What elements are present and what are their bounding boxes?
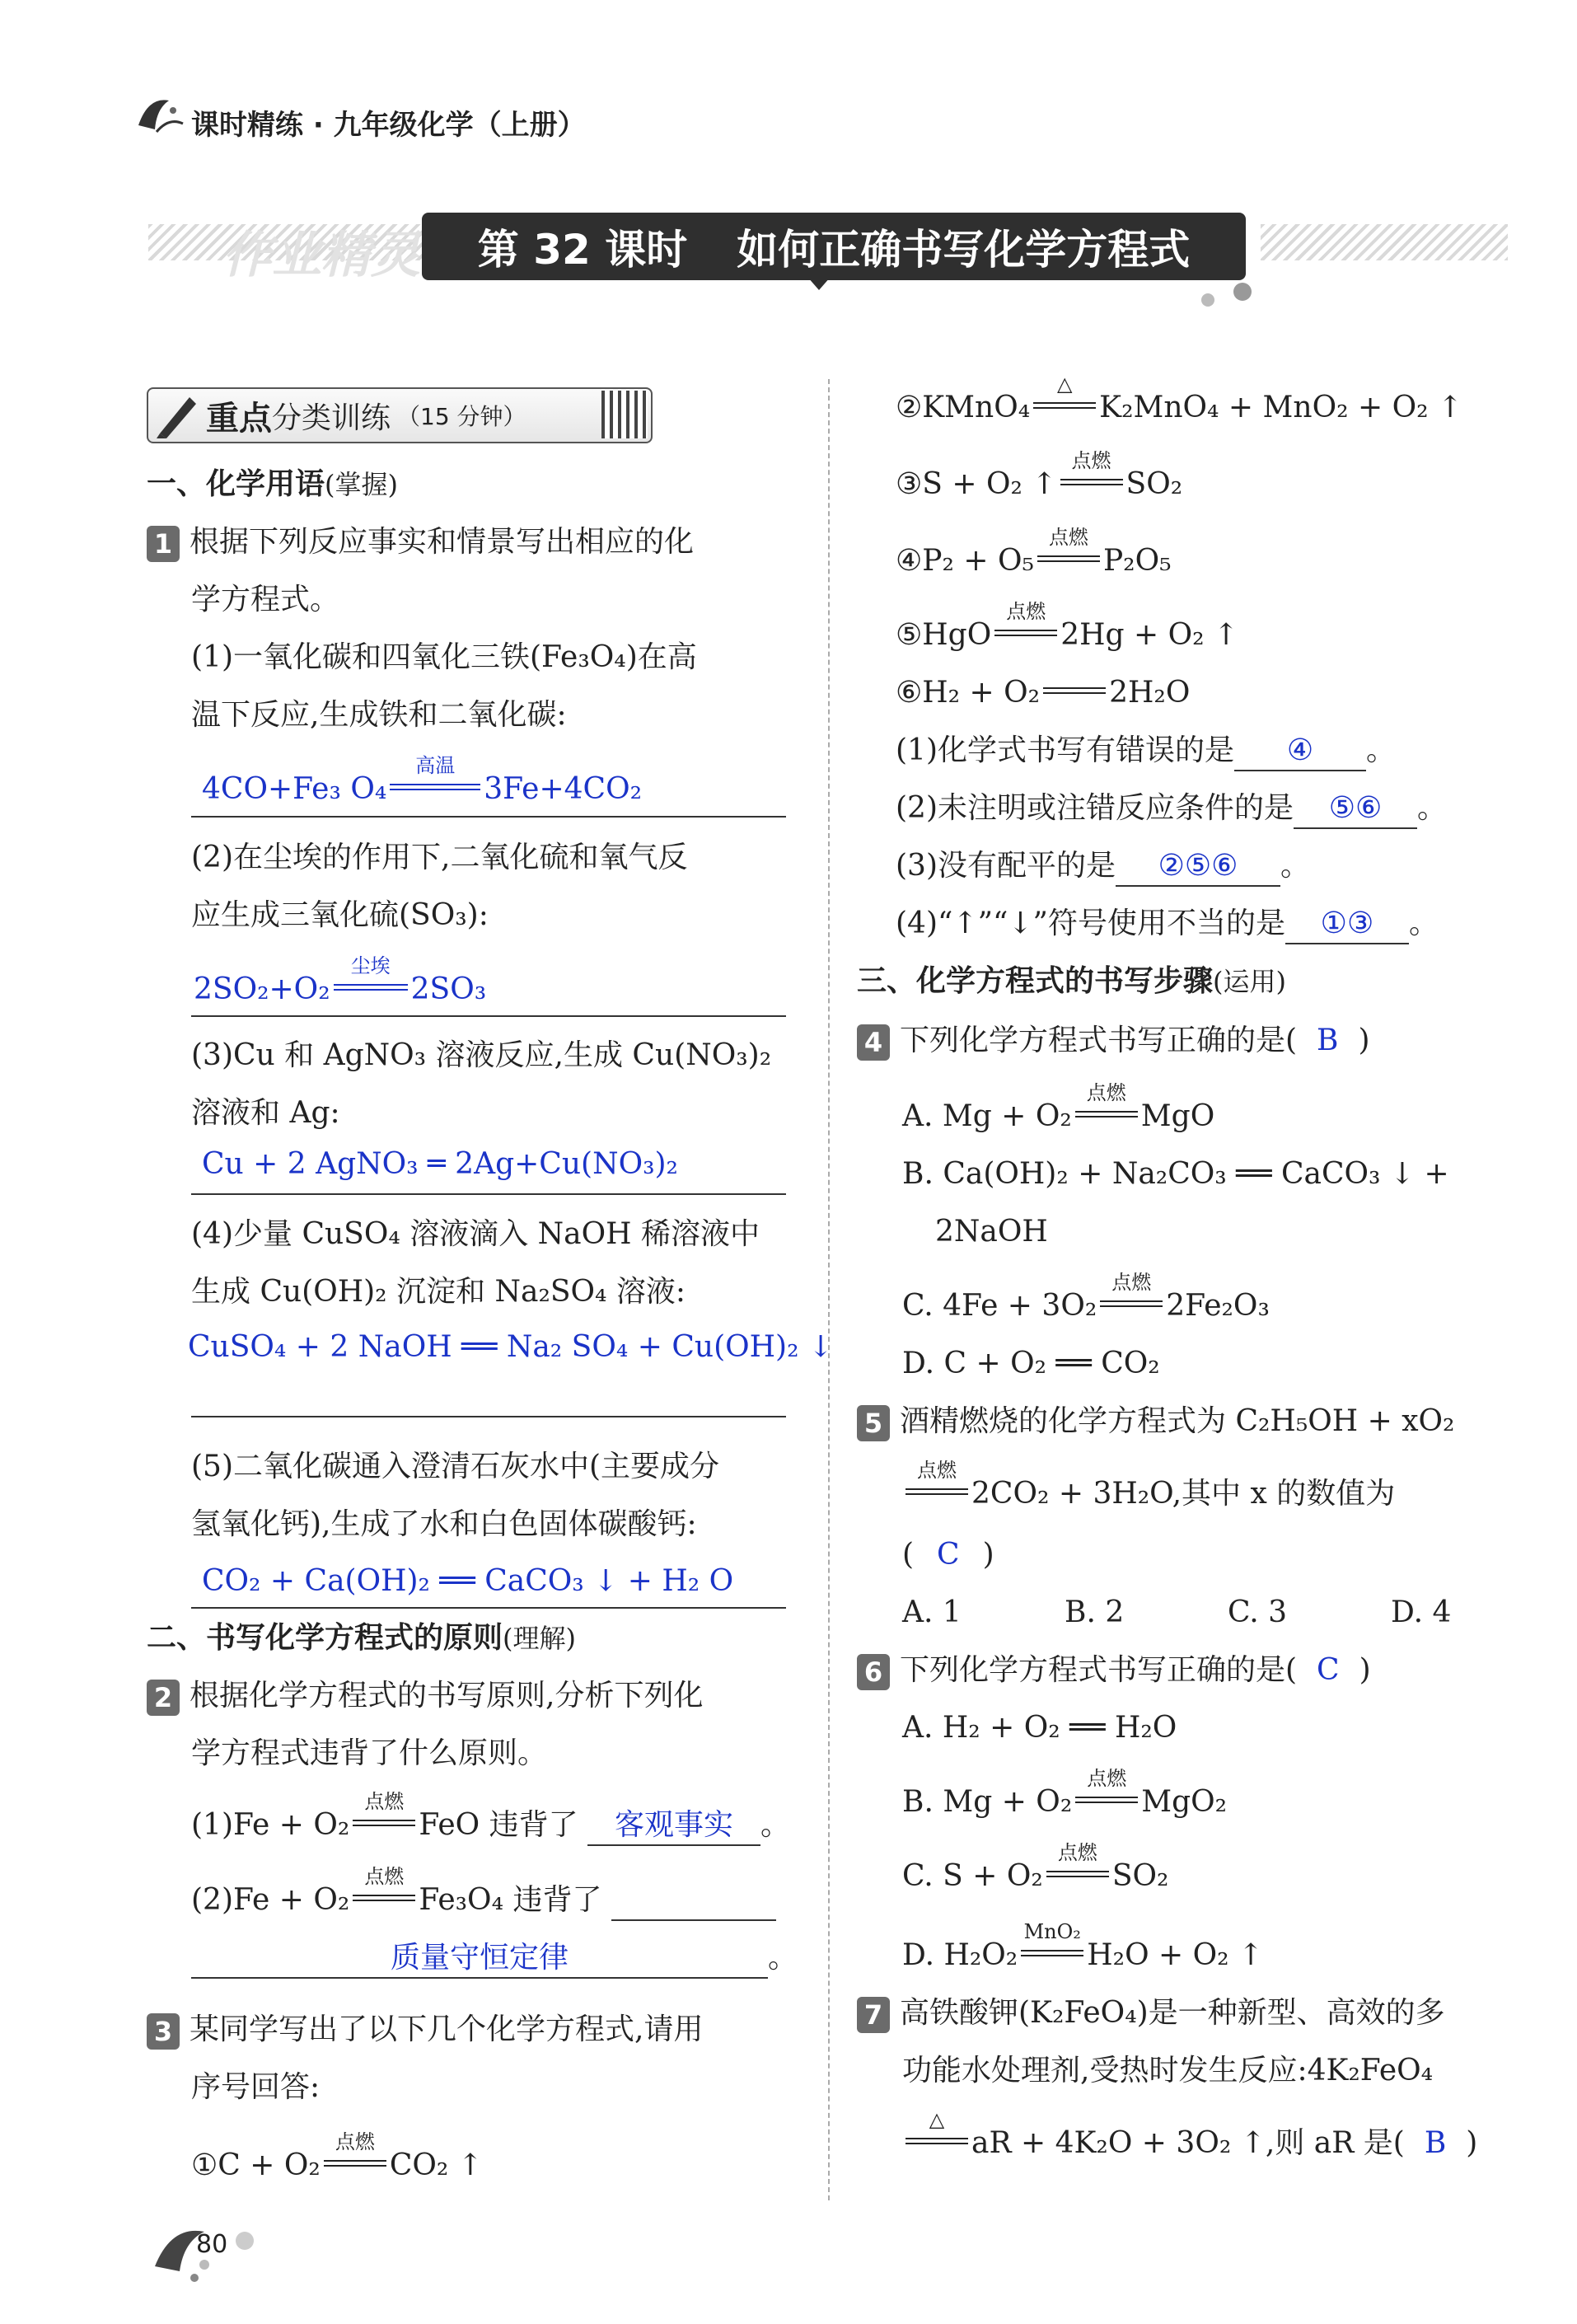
q1-line2: 学方程式。	[191, 583, 340, 616]
pen-icon	[148, 389, 206, 442]
q1-p5-l1: (5)二氧化碳通入澄清石灰水中(主要成分	[191, 1450, 720, 1483]
q4-option-b-l2: 2NaOH	[935, 1215, 1048, 1249]
q5-answer: C	[937, 1538, 960, 1572]
leaf-logo-icon	[132, 92, 190, 142]
section-3-tag: (运用)	[1213, 966, 1286, 997]
q3-equation-3: ③S + O₂ ↑ 点燃 SO₂	[896, 449, 1183, 501]
q1-p1-l2: 温下反应,生成铁和二氧化碳:	[191, 698, 567, 732]
q2-p1: (1)Fe + O₂ 点燃 FeO 违背了 客观事实 。	[191, 1806, 790, 1846]
q4-option-c: C. 4Fe + 3O₂ 点燃 2Fe₂O₃	[902, 1271, 1270, 1323]
q1-p4-answer: CuSO₄ + 2 NaOH ══ Na₂ SO₄ + Cu(OH)₂ ↓	[188, 1330, 834, 1364]
q1-p2-answer: 2SO₂+O₂ 尘埃 2SO₃	[194, 954, 487, 1006]
q1-p1-answer-line	[191, 816, 786, 818]
question-2-number: 2	[147, 1680, 180, 1716]
q3-sub-1-answer: ④	[1234, 732, 1366, 771]
q1-p2-l1: (2)在尘埃的作用下,二氧化硫和氧气反	[191, 841, 688, 874]
question-7: 7 高铁酸钾(K₂FeO₄)是一种新型、高效的多	[857, 1994, 1445, 2033]
question-6-number: 6	[857, 1654, 890, 1690]
footer-dot-icon	[232, 2228, 257, 2253]
page-number: 80	[196, 2230, 228, 2259]
section-box-label-bold: 重点	[206, 399, 272, 438]
q3-equation-1: ①C + O₂ 点燃 CO₂ ↑	[191, 2130, 483, 2182]
column-divider	[828, 379, 830, 2200]
q6-option-b: B. Mg + O₂ 点燃 MgO₂	[902, 1767, 1228, 1819]
q1-p1-answer: 4CO+Fe₃ O₄ 高温 3Fe+4CO₂	[202, 754, 643, 806]
q3-line1: 某同学写出了以下几个化学方程式,请用	[190, 2012, 704, 2046]
question-3-number: 3	[147, 2013, 180, 2050]
q1-line1: 根据下列反应事实和情景写出相应的化	[190, 525, 695, 559]
q1-p4-l1: (4)少量 CuSO₄ 溶液滴入 NaOH 稀溶液中	[191, 1217, 760, 1251]
q2-line1: 根据化学方程式的书写原则,分析下列化	[190, 1679, 704, 1713]
question-7-number: 7	[857, 1997, 890, 2033]
q6-option-a: A. H₂ + O₂ ══ H₂O	[902, 1711, 1177, 1745]
q2-p2-answer-row: 质量守恒定律 。	[191, 1939, 798, 1979]
question-4-number: 4	[857, 1024, 890, 1061]
section-box-label: 分类训练	[272, 401, 391, 435]
q6-answer: C	[1317, 1653, 1340, 1687]
question-5-number: 5	[857, 1405, 890, 1441]
q7-line3: △ aR + 4K₂O + 3O₂ ↑,则 aR 是( B )	[902, 2125, 1477, 2162]
question-6: 6 下列化学方程式书写正确的是( C )	[857, 1652, 1371, 1690]
q1-p5-l2: 氢氧化钙),生成了水和白色固体碳酸钙:	[191, 1507, 697, 1541]
q2-p2: (2)Fe + O₂ 点燃 Fe₃O₄ 违背了	[191, 1881, 776, 1921]
q4-option-d: D. C + O₂ ══ CO₂	[902, 1347, 1160, 1380]
q5-line3: ( C )	[902, 1538, 994, 1572]
q2-p2-answer: 质量守恒定律	[191, 1939, 768, 1979]
q1-p3-answer: Cu + 2 AgNO₃ ═ 2Ag+Cu(NO₃)₂	[202, 1147, 678, 1181]
q3-sub-2-answer: ⑤⑥	[1294, 790, 1417, 829]
question-5: 5 酒精燃烧的化学方程式为 C₂H₅OH + xO₂	[857, 1403, 1454, 1441]
q3-equation-2: ②KMnO₄ △ K₂MnO₄ + MnO₂ + O₂ ↑	[896, 372, 1463, 424]
q3-line2: 序号回答:	[191, 2070, 321, 2104]
q4-option-a: A. Mg + O₂ 点燃 MgO	[902, 1081, 1215, 1133]
banner-stripes-right	[1261, 224, 1508, 260]
q1-p3-l1: (3)Cu 和 AgNO₃ 溶液反应,生成 Cu(NO₃)₂	[191, 1038, 772, 1072]
q3-sub-1: (1)化学式书写有错误的是 ④ 。	[896, 732, 1396, 771]
q6-option-c: C. S + O₂ 点燃 SO₂	[902, 1841, 1169, 1893]
section-2-title: 二、书写化学方程式的原则	[147, 1621, 503, 1655]
q1-p4-answer-line	[191, 1416, 786, 1417]
q1-p2-answer-line	[191, 1015, 786, 1017]
q5-option-a: A. 1	[902, 1595, 962, 1629]
q4-answer: B	[1317, 1024, 1339, 1057]
q1-p1-l1: (1)一氧化碳和四氧化三铁(Fe₃O₄)在高	[191, 640, 697, 674]
q5-line2: 点燃 2CO₂ + 3H₂O,其中 x 的数值为	[902, 1475, 1395, 1513]
q5-option-c: C. 3	[1228, 1595, 1288, 1629]
q5-option-d: D. 4	[1391, 1595, 1452, 1629]
q3-sub-4-answer: ①③	[1285, 905, 1409, 944]
section-box-bars	[601, 391, 648, 438]
decor-dots-icon	[1195, 280, 1261, 313]
section-box	[147, 387, 653, 443]
lesson-banner	[422, 213, 1246, 280]
watermark: 作业精灵	[222, 227, 420, 284]
section-box-time: （15 分钟）	[397, 403, 526, 430]
banner-pointer-icon	[807, 277, 831, 292]
q3-equation-4: ④P₂ + O₅ 点燃 P₂O₅	[896, 526, 1172, 578]
q2-line2: 学方程式违背了什么原则。	[191, 1736, 548, 1770]
q1-p5-answer: CO₂ + Ca(OH)₂ ══ CaCO₃ ↓ + H₂ O	[202, 1564, 734, 1598]
q1-p5-answer-line	[191, 1607, 786, 1609]
section-1-title: 一、化学用语	[147, 467, 325, 501]
q3-equation-5: ⑤HgO 点燃 2Hg + O₂ ↑	[896, 600, 1239, 652]
q5-option-b: B. 2	[1065, 1595, 1125, 1629]
q3-sub-2: (2)未注明或注错反应条件的是 ⑤⑥ 。	[896, 790, 1447, 829]
q7-line2: 功能水处理剂,受热时发生反应:4K₂FeO₄	[902, 2054, 1434, 2087]
q3-sub-3: (3)没有配平的是 ②⑤⑥ 。	[896, 847, 1310, 887]
lesson-title: 如何正确书写化学方程式	[737, 226, 1191, 274]
q1-p4-l2: 生成 Cu(OH)₂ 沉淀和 Na₂SO₄ 溶液:	[191, 1275, 686, 1309]
lesson-number: 第 32 课时	[477, 226, 688, 274]
question-1-number: 1	[147, 526, 180, 562]
q1-p3-l2: 溶液和 Ag:	[191, 1096, 340, 1130]
q3-equation-6: ⑥H₂ + O₂ 2H₂O	[896, 676, 1191, 710]
section-2-tag: (理解)	[503, 1623, 576, 1654]
q1-p3-answer-line	[191, 1193, 786, 1195]
q4-option-b-l1: B. Ca(OH)₂ + Na₂CO₃ ══ CaCO₃ ↓ +	[902, 1157, 1449, 1191]
question-4: 4 下列化学方程式书写正确的是( B )	[857, 1022, 1370, 1061]
q1-p2-l2: 应生成三氧化硫(SO₃):	[191, 898, 489, 932]
q7-answer: B	[1424, 2126, 1447, 2160]
section-3-title: 三、化学方程式的书写步骤	[857, 964, 1214, 998]
q2-p1-answer: 客观事实	[587, 1806, 760, 1846]
q3-sub-4: (4)“↑”“↓”符号使用不当的是 ①③ 。	[896, 905, 1439, 944]
q6-option-d: D. H₂O₂ MnO₂ H₂O + O₂ ↑	[902, 1920, 1264, 1972]
book-title: 课时精练 · 九年级化学（上册）	[191, 109, 586, 142]
section-1-tag: (掌握)	[325, 469, 398, 500]
q3-sub-3-answer: ②⑤⑥	[1116, 847, 1280, 887]
